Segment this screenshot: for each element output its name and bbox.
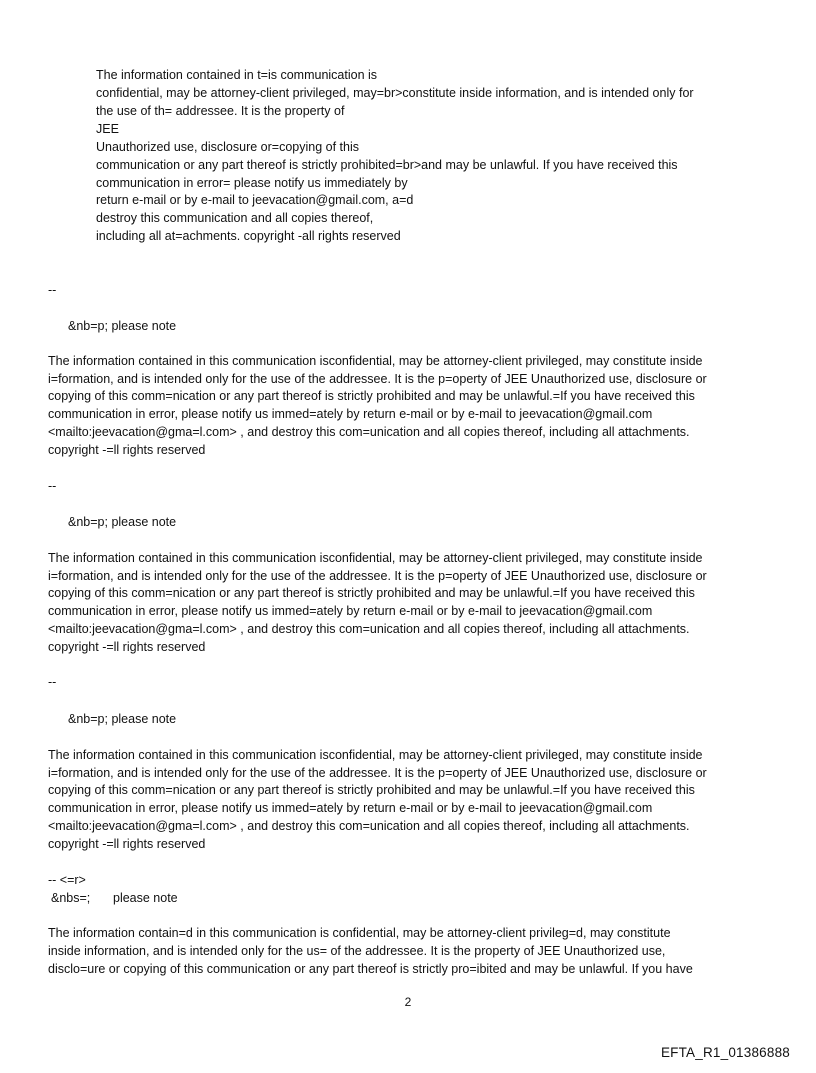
block-line: copying of this comm=nication or any part thereof is strictly prohibited and may be unlawful.=If you have received this <box>48 586 695 600</box>
block-line: inside information, and is intended only for the us= of the addressee. It is the property of JEE Unauthorized use, <box>48 944 666 958</box>
block-line: communication in error, please notify us immed=ately by return e-mail or by e-mail to jeevacation@gmail.com <box>48 801 653 815</box>
intro-line: the use of th= addressee. It is the property of <box>96 104 345 118</box>
block-line: copying of this comm=nication or any part thereof is strictly prohibited and may be unlawful.=If you have received this <box>48 389 695 403</box>
block-line: copying of this comm=nication or any part thereof is strictly prohibited and may be unlawful.=If you have received this <box>48 783 695 797</box>
separator: -- <box>48 479 57 493</box>
please-note: &nb=p; please note <box>68 319 177 333</box>
separator: -- <=r> <box>48 873 86 887</box>
please-note: please note <box>113 891 178 905</box>
nbsp-fragment: &nbs=; <box>51 891 91 905</box>
block-line: i=formation, and is intended only for the use of the addressee. It is the p=operty of JEE Unauthorized use, disclosure or <box>48 372 707 386</box>
block-line: The information contain=d in this communication is confidential, may be attorney-client privileg=d, may constitute <box>48 926 671 940</box>
intro-line: communication in error= please notify us immediately by <box>96 176 408 190</box>
block-line: communication in error, please notify us immed=ately by return e-mail or by e-mail to jeevacation@gmail.com <box>48 604 653 618</box>
block-line: copyright -=ll rights reserved <box>48 443 206 457</box>
block-line: The information contained in this communication isconfidential, may be attorney-client privileged, may constitute inside <box>48 748 703 762</box>
bates-number: EFTA_R1_01386888 <box>660 1045 790 1060</box>
block-line: The information contained in this communication isconfidential, may be attorney-client privileged, may constitute inside <box>48 354 703 368</box>
block-line: disclo=ure or copying of this communication or any part thereof is strictly pro=ibited and may be unlawful. If you have <box>48 962 693 976</box>
block-line: copyright -=ll rights reserved <box>48 640 206 654</box>
intro-line: destroy this communication and all copies thereof, <box>96 211 374 225</box>
block-line: <mailto:jeevacation@gma=l.com> , and destroy this com=unication and all copies thereof, including all attachments. <box>48 425 690 439</box>
intro-line: Unauthorized use, disclosure or=copying of this <box>96 140 359 154</box>
please-note: &nb=p; please note <box>68 712 177 726</box>
block-line: i=formation, and is intended only for the use of the addressee. It is the p=operty of JEE Unauthorized use, disclosure or <box>48 766 707 780</box>
block-line: The information contained in this communication isconfidential, may be attorney-client privileged, may constitute inside <box>48 551 703 565</box>
intro-line: confidential, may be attorney-client privileged, may=br>constitute inside information, and is intended only for <box>96 86 694 100</box>
please-note: &nb=p; please note <box>68 515 177 529</box>
intro-line: JEE <box>96 122 119 136</box>
block-line: i=formation, and is intended only for the use of the addressee. It is the p=operty of JEE Unauthorized use, disclosure or <box>48 569 707 583</box>
separator: -- <box>48 675 57 689</box>
page-number: 2 <box>404 995 412 1009</box>
intro-line: The information contained in t=is communication is <box>96 68 378 82</box>
block-line: <mailto:jeevacation@gma=l.com> , and destroy this com=unication and all copies thereof, including all attachments. <box>48 819 690 833</box>
intro-line: including all at=achments. copyright -all rights reserved <box>96 229 401 243</box>
separator: -- <box>48 283 57 297</box>
intro-line: return e-mail or by e-mail to jeevacation@gmail.com, a=d <box>96 193 414 207</box>
intro-line: communication or any part thereof is strictly prohibited=br>and may be unlawful. If you have received this <box>96 158 678 172</box>
block-line: <mailto:jeevacation@gma=l.com> , and destroy this com=unication and all copies thereof, including all attachments. <box>48 622 690 636</box>
block-line: copyright -=ll rights reserved <box>48 837 206 851</box>
block-line: communication in error, please notify us immed=ately by return e-mail or by e-mail to jeevacation@gmail.com <box>48 407 653 421</box>
